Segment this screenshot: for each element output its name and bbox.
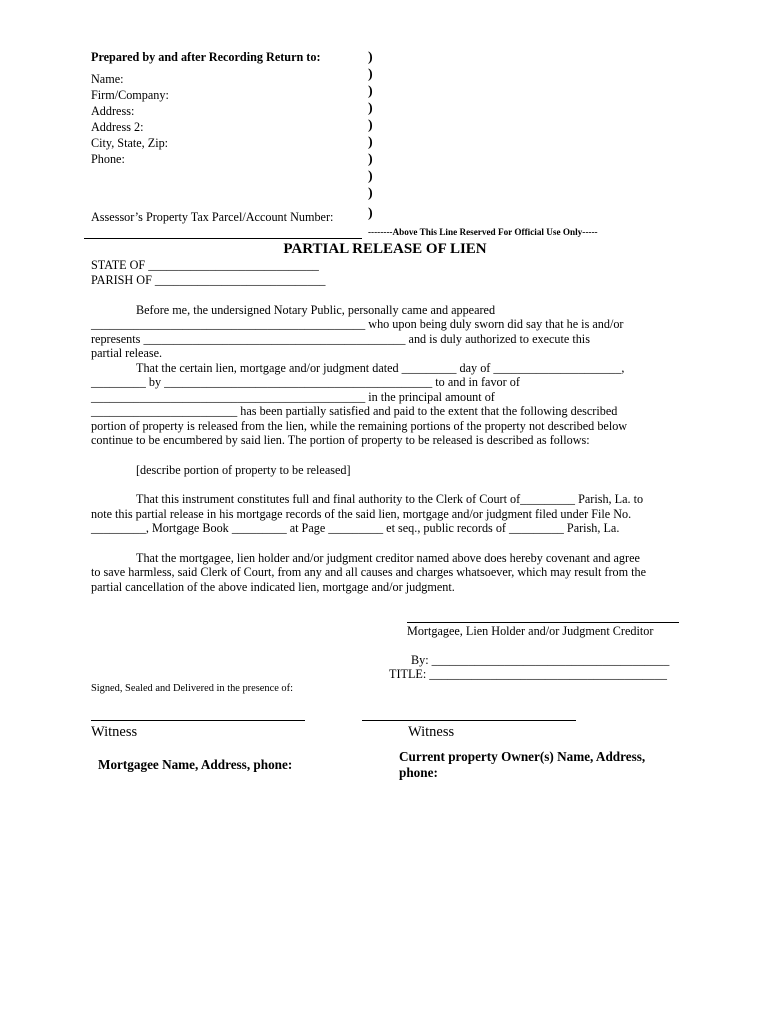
owner-info-label: Current property Owner(s) Name, Address,	[399, 749, 646, 764]
body-line: That the mortgagee, lien holder and/or judgment creditor named above does hereby covenant and agree	[136, 551, 640, 565]
address-field-label: Address:	[91, 104, 135, 118]
body-line: _________, Mortgage Book _________ at Page _________ et seq., public records of _________ Parish, La.	[91, 521, 620, 535]
body-line: _____________________________________________ who upon being duly sworn did say that he is and/or	[91, 317, 624, 331]
bracket-glyph: )	[368, 67, 373, 82]
body-line: partial cancellation of the above indicated lien, mortgage and/or judgment.	[91, 580, 455, 594]
body-line: _________ by ____________________________________________ to and in favor of	[91, 375, 520, 389]
bracket-glyph: )	[368, 101, 373, 116]
body-line: note this partial release in his mortgage records of the said lien, mortgage and/or judgment filed under File No.	[91, 507, 632, 521]
state-line: STATE OF ____________________________	[91, 258, 319, 272]
body-line: to save harmless, said Clerk of Court, from any and all causes and charges whatsoever, which may result from the	[91, 565, 647, 579]
bracket-glyph: )	[368, 135, 373, 150]
bracket-glyph: )	[368, 152, 373, 167]
body-line: represents ___________________________________________ and is duly authorized to execute this	[91, 332, 590, 346]
document-title: PARTIAL RELEASE OF LIEN	[283, 241, 487, 257]
city-state-zip-field-label: City, State, Zip:	[91, 136, 169, 150]
body-line: ________________________ has been partially satisfied and paid to the extent that the following described	[91, 404, 618, 418]
mortgagee-info-label: Mortgagee Name, Address, phone:	[98, 757, 293, 772]
bracket-glyph: )	[368, 186, 373, 201]
body-line: That the certain lien, mortgage and/or judgment dated _________ day of _____________________,	[136, 361, 625, 375]
phone-field-label: Phone:	[91, 152, 125, 166]
by-line: By: _______________________________________	[411, 653, 670, 667]
address2-field-label: Address 2:	[91, 120, 144, 134]
creditor-label: Mortgagee, Lien Holder and/or Judgment Creditor	[407, 624, 654, 638]
title-line: TITLE: _______________________________________	[389, 667, 667, 681]
bracket-glyph: )	[368, 50, 373, 65]
witness-left-line	[91, 720, 305, 721]
bracket-glyph: )	[368, 84, 373, 99]
witness-right-line	[362, 720, 576, 721]
bracket-glyph: )	[368, 206, 373, 221]
bracket-glyph: )	[368, 118, 373, 133]
witness-right-label: Witness	[408, 724, 455, 740]
parish-line: PARISH OF ____________________________	[91, 273, 326, 287]
signed-presence-label: Signed, Sealed and Delivered in the presence of:	[91, 683, 293, 694]
prepared-by-label: Prepared by and after Recording Return to:	[91, 50, 321, 64]
official-use-rule	[84, 238, 362, 239]
body-line: _____________________________________________ in the principal amount of	[91, 390, 495, 404]
owner-info-label-cont: phone:	[399, 765, 438, 780]
creditor-signature-line	[407, 622, 679, 623]
firm-field-label: Firm/Company:	[91, 88, 169, 102]
witness-left-label: Witness	[91, 724, 138, 740]
official-use-label: --------Above This Line Reserved For Official Use Only-----	[368, 227, 598, 237]
body-line: That this instrument constitutes full and final authority to the Clerk of Court of_________ Parish, La. to	[136, 492, 644, 506]
body-line: Before me, the undersigned Notary Public, personally came and appeared	[136, 303, 496, 317]
name-field-label: Name:	[91, 72, 124, 86]
bracket-glyph: )	[368, 169, 373, 184]
body-line: partial release.	[91, 346, 163, 360]
property-description-placeholder: [describe portion of property to be released]	[136, 463, 351, 477]
body-line: continue to be encumbered by said lien. The portion of property to be released is described as follows:	[91, 433, 590, 447]
body-line: portion of property is released from the lien, while the remaining portions of the property not described below	[91, 419, 628, 433]
parcel-number-label: Assessor’s Property Tax Parcel/Account Number:	[91, 210, 334, 224]
